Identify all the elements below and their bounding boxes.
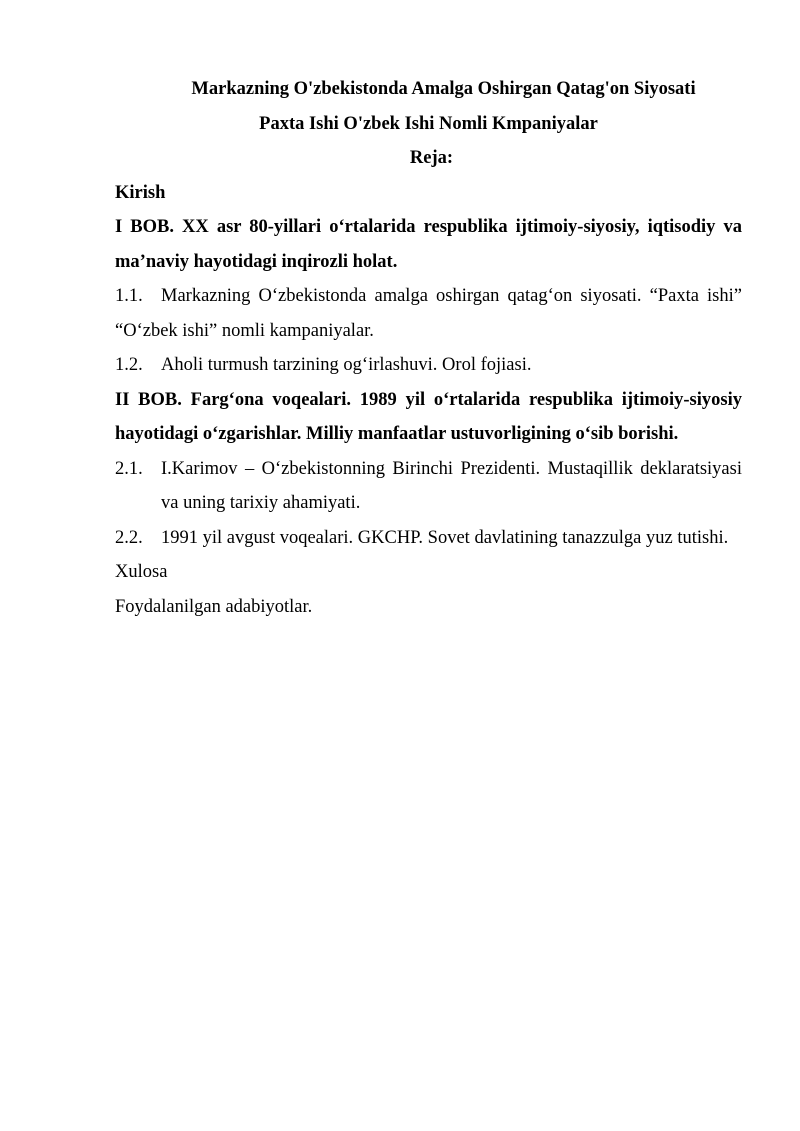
plan-heading: Reja: <box>409 148 454 168</box>
conclusion-heading: Xulosa <box>115 562 168 582</box>
section-1-1-number: 1.1. <box>115 286 143 306</box>
section-1-2-text: Aholi turmush tarzining og‘irlashuvi. Orol fojiasi. <box>161 355 532 375</box>
chapter-2-heading: II BOB. Farg‘ona voqealari. 1989 yil o‘rtalarida respublika ijtimoiy-siyosiy hayotidagi o‘zgarishlar. Milliy manfaatlar ustuvorligining o‘sib borishi. <box>115 389 742 444</box>
intro-heading: Kirish <box>115 182 166 203</box>
section-2-2-text: 1991 yil avgust voqealari. GKCHP. Sovet davlatining tanazzulga yuz tutishi. <box>161 527 729 548</box>
section-2-2 <box>115 521 742 556</box>
document-title-line-2: Paxta Ishi O'zbek Ishi Nomli Kmpaniyalar <box>259 113 598 134</box>
chapter-1-heading: I BOB. XX asr 80-yillari o‘rtalarida respublika ijtimoiy-siyosiy, iqtisodiy va ma’naviy hayotidagi inqirozli holat. <box>115 217 742 272</box>
document-title-line-1: Markazning O'zbekistonda Amalga Oshirgan Qatag'on Siyosati <box>191 79 696 99</box>
section-2-2-number: 2.2. <box>115 527 143 548</box>
section-1-1-text: Markazning O‘zbekistonda amalga oshirgan qatag‘on siyosati. “Paxta ishi” “O‘zbek ishi” nomli kampaniyalar. <box>115 286 742 341</box>
section-1-1 <box>115 279 742 348</box>
section-2-1 <box>115 452 742 521</box>
section-1-2-number: 1.2. <box>115 355 143 375</box>
section-2-1-number: 2.1. <box>115 458 143 479</box>
section-1-2 <box>115 348 742 383</box>
references-heading: Foydalanilgan adabiyotlar. <box>115 596 313 617</box>
section-2-1-text: I.Karimov – O‘zbekistonning Birinchi Prezidenti. Mustaqillik deklaratsiyasi va uning tarixiy ahamiyati. <box>161 458 742 513</box>
document-page <box>115 72 742 624</box>
